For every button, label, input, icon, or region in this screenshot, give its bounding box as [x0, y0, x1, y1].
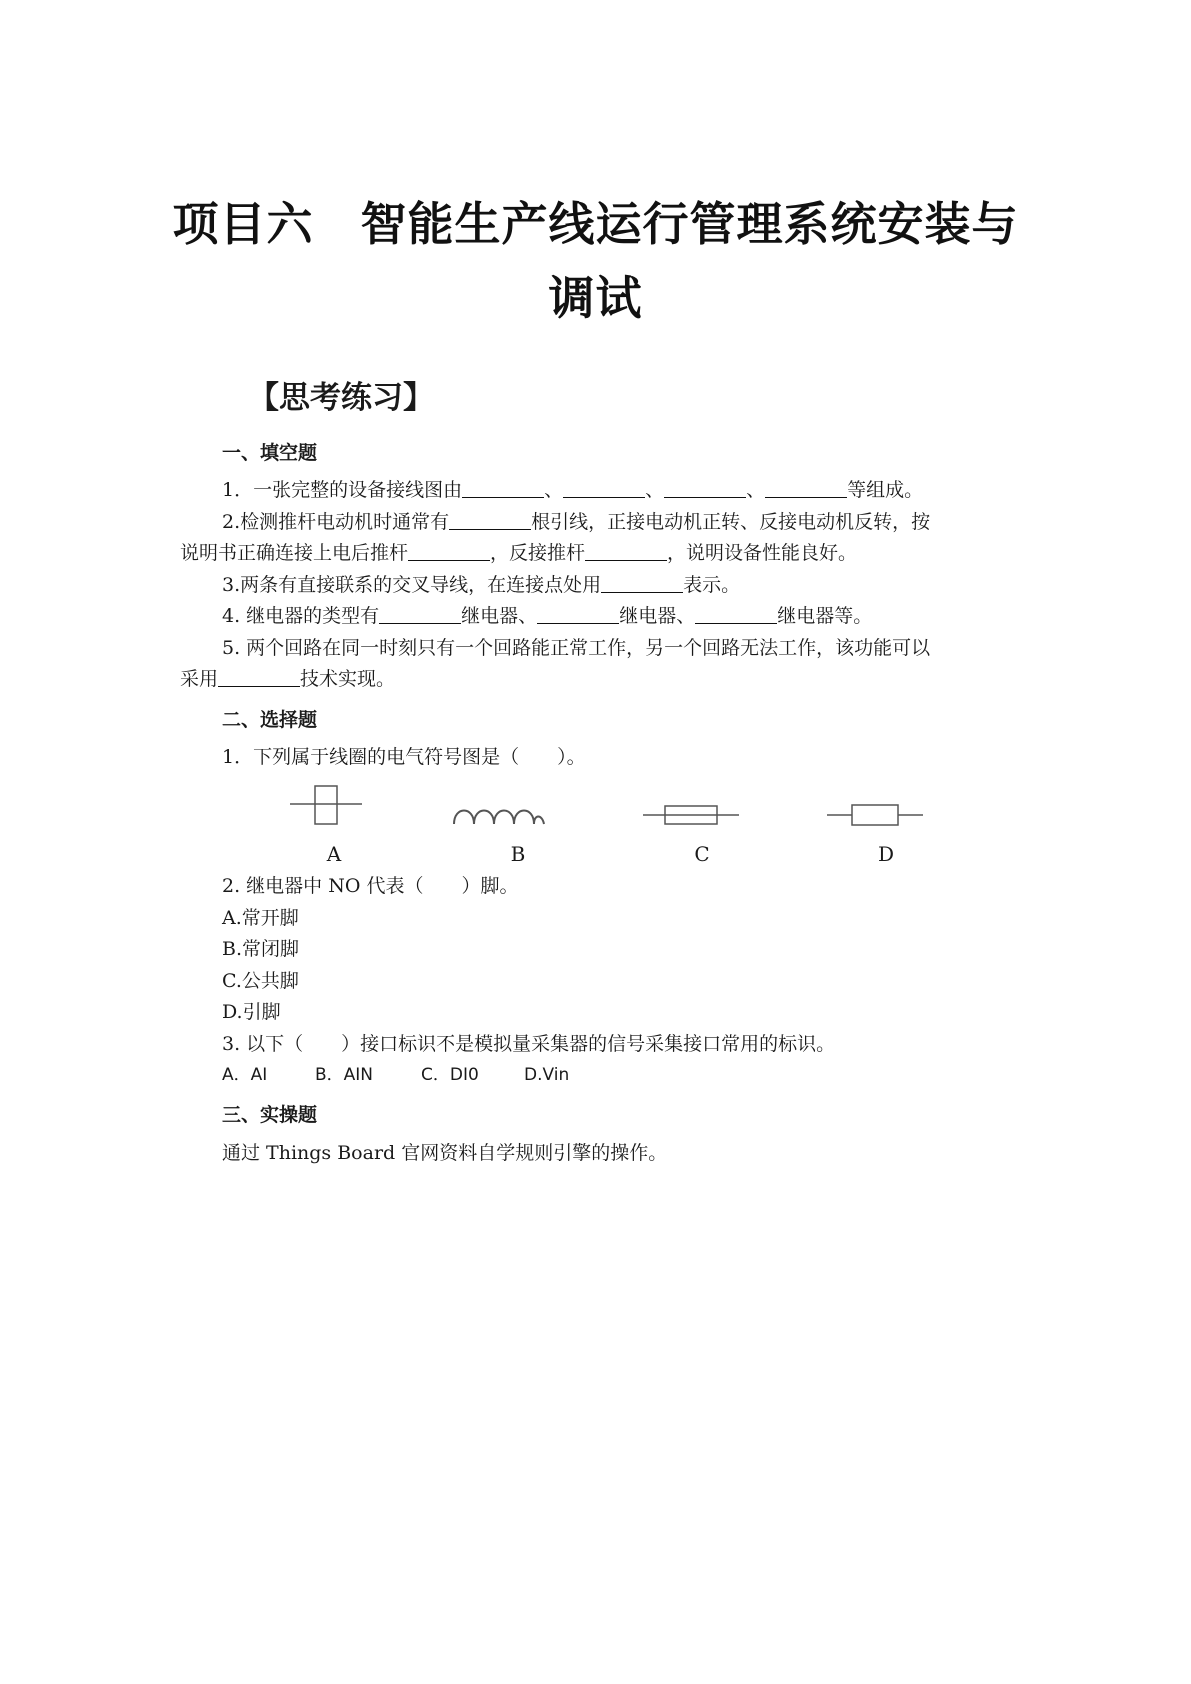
choice-q3-option-c[interactable]: C．DI0	[421, 1065, 479, 1085]
symbol-label-b: B	[510, 842, 526, 866]
choice-q2-option-d[interactable]: D.引脚	[222, 1001, 281, 1023]
page-title-line1: 项目六 智能生产线运行管理系统安装与	[172, 197, 1019, 251]
choice-q3: 3. 以下（ ）接口标识不是模拟量采集器的信号采集接口常用的标识。	[222, 1033, 836, 1055]
fill-q5-line2: 采用 技术实现。	[180, 668, 396, 690]
symbol-b-coil-icon	[452, 800, 552, 830]
fill-q2-line2: 说明书正确连接上电后推杆 ，反接推杆 ，说明设备性能良好。	[180, 542, 858, 564]
choice-q3-option-a[interactable]: A．AI	[222, 1065, 268, 1085]
practice-text: 通过 Things Board 官网资料自学规则引擎的操作。	[222, 1142, 668, 1164]
answer-blank[interactable]	[218, 668, 300, 687]
fill-q2-line1: 2.检测推杆电动机时通常有 根引线，正接电动机正转、反接电动机反转，按	[222, 511, 931, 533]
symbol-label-a: A	[326, 842, 342, 866]
choice-q2-option-a[interactable]: A.常开脚	[222, 907, 299, 929]
page-title-line2: 调试	[548, 271, 643, 325]
section-title: 【思考练习】	[248, 380, 434, 416]
symbol-a-icon	[286, 780, 366, 830]
symbol-label-d: D	[877, 842, 895, 866]
choice-q2-option-c[interactable]: C.公共脚	[222, 970, 299, 992]
answer-blank[interactable]	[765, 479, 847, 498]
choice-q3-options	[222, 1063, 569, 1087]
choice-q1: 1．下列属于线圈的电气符号图是（ ）。	[222, 746, 586, 768]
fill-q3: 3.两条有直接联系的交叉导线，在连接点处用 表示。	[222, 574, 741, 596]
choice-q3-option-d[interactable]: D.Vin	[524, 1065, 570, 1085]
choice-q2: 2. 继电器中 NO 代表（ ）脚。	[222, 875, 519, 897]
symbol-label-c: C	[694, 842, 710, 866]
choice-q2-option-b[interactable]: B.常闭脚	[222, 938, 300, 960]
practice-heading: 三、实操题	[222, 1104, 318, 1126]
fill-q4: 4. 继电器的类型有 继电器、 继电器、 继电器等。	[222, 605, 873, 627]
answer-blank[interactable]	[462, 479, 544, 498]
answer-blank[interactable]	[449, 511, 531, 530]
answer-blank[interactable]	[601, 574, 683, 593]
fill-blank-heading: 一、填空题	[222, 442, 318, 464]
answer-blank[interactable]	[537, 605, 619, 624]
answer-blank[interactable]	[664, 479, 746, 498]
answer-blank[interactable]	[379, 605, 461, 624]
symbol-d-icon	[825, 800, 925, 830]
answer-blank[interactable]	[585, 542, 667, 561]
choice-heading: 二、选择题	[222, 709, 318, 731]
symbol-c-icon	[641, 800, 741, 830]
answer-blank[interactable]	[695, 605, 777, 624]
choice-q3-option-b[interactable]: B．AIN	[315, 1065, 374, 1085]
answer-blank[interactable]	[563, 479, 645, 498]
fill-q1: 1．一张完整的设备接线图由 、 、 、 等组成。	[222, 479, 924, 501]
fill-q5-line1: 5. 两个回路在同一时刻只有一个回路能正常工作，另一个回路无法工作，该功能可以	[222, 637, 931, 659]
answer-blank[interactable]	[408, 542, 490, 561]
